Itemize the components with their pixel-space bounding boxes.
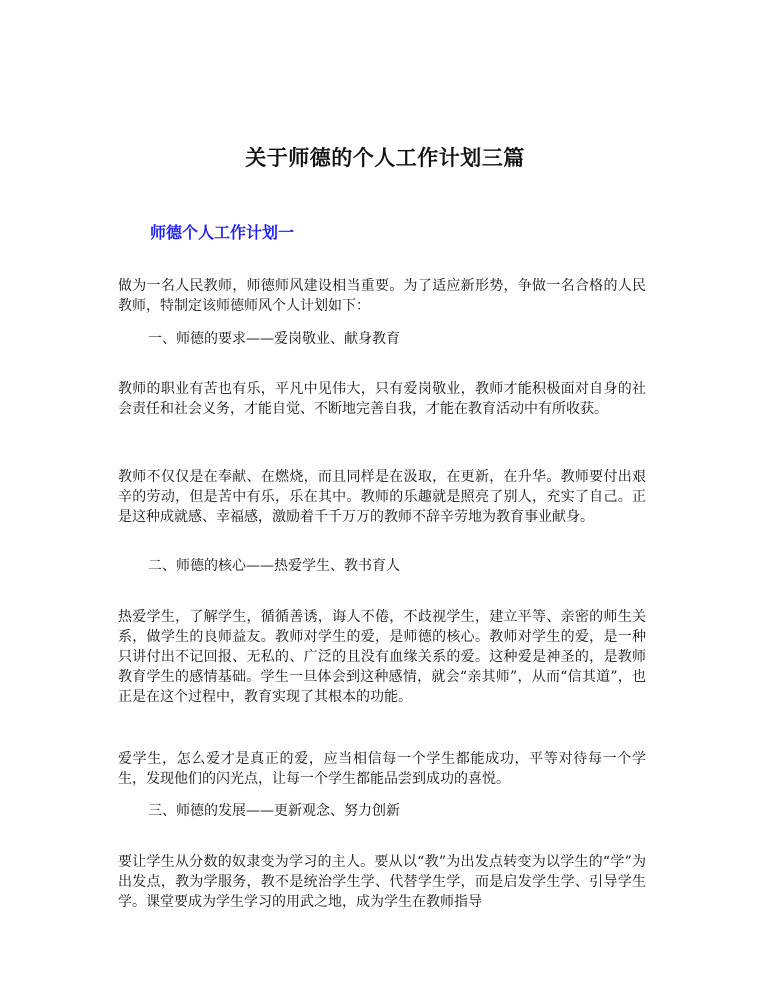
body-paragraph-4: 爱学生，怎么爱才是真正的爱，应当相信每一个学生都能成功，平等对待每一个学生，发现他们的闪光点，让每一个学生都能品尝到成功的喜悦。 [118, 751, 646, 787]
section-heading-2: 二、师德的核心——热爱学生、教书育人 [148, 558, 400, 574]
body-paragraph-1: 教师的职业有苦也有乐，平凡中见伟大，只有爱岗敬业，教师才能积极面对自身的社会责任和社会义务，才能自觉、不断地完善自我，才能在教育活动中有所收获。 [118, 381, 646, 417]
body-paragraph-3: 热爱学生，了解学生，循循善诱，诲人不倦，不歧视学生，建立平等、亲密的师生关系，做学生的良师益友。教师对学生的爱，是师德的核心。教师对学生的爱，是一种只讲付出不记回报、无私的、广泛的且没有血缘关系的爱。这种爱是神圣的，是教师教育学生的感情基础。学生一旦体会到这种感情，就会“亲其师”，从而“信其道”，也正是在这个过程中，教育实现了其根本的功能。 [118, 609, 646, 705]
intro-paragraph: 做为一名人民教师，师德师风建设相当重要。为了适应新形势，争做一名合格的人民教师，特制定该师德师风个人计划如下： [118, 278, 646, 314]
section-heading-1: 一、师德的要求——爱岗敬业、献身教育 [148, 331, 400, 347]
document-title: 关于师德的个人工作计划三篇 [245, 145, 525, 170]
body-paragraph-5: 要让学生从分数的奴隶变为学习的主人。要从以“教”为出发点转变为以学生的“学”为出发点，教为学服务，教不是统治学生学、代替学生学，而是启发学生学、引导学生学。课堂要成为学生学习的用武之地，成为学生在教师指导 [118, 854, 646, 910]
section-subheading: 师德个人工作计划一 [150, 223, 295, 242]
section-heading-3: 三、师德的发展——更新观念、努力创新 [148, 803, 400, 819]
body-paragraph-2: 教师不仅仅是在奉献、在燃烧，而且同样是在汲取，在更新，在升华。教师要付出艰辛的劳动，但是苦中有乐，乐在其中。教师的乐趣就是照亮了别人，充实了自己。正是这种成就感、幸福感，激励着千千万万的教师不辞辛劳地为教育事业献身。 [118, 469, 646, 525]
